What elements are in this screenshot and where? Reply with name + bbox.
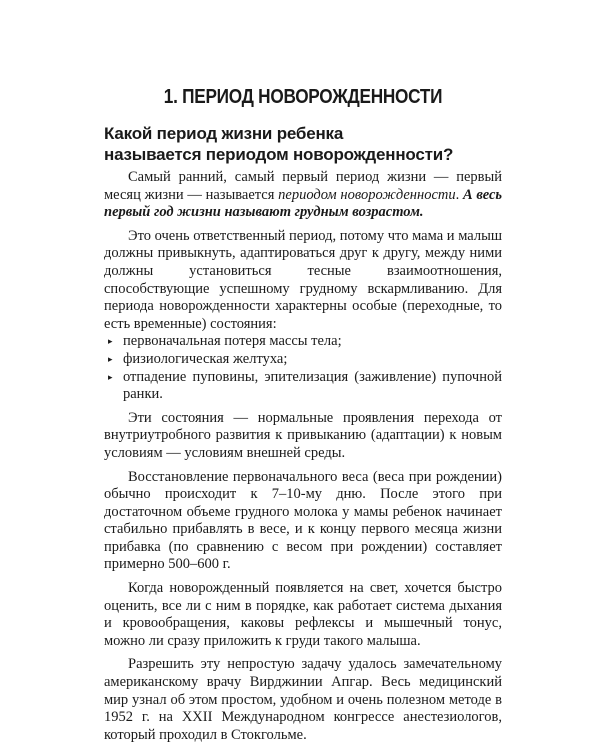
paragraph-1 — [104, 169, 502, 222]
body-text — [104, 169, 502, 744]
chapter-title: 1. ПЕРИОД НОВОРОЖДЕННОСТИ — [163, 86, 443, 108]
paragraph-1-text: Самый ранний, самый первый период жизни — первый месяц жизни — называется — [104, 169, 502, 203]
list-item-text: первоначальная потеря массы тела; — [123, 333, 342, 350]
section-heading-line-2: называется периодом новорожденности? — [104, 145, 454, 164]
emphasis-infancy: А весь первый год жизни называют грудным возрастом. — [104, 186, 503, 221]
transitional-states-list — [104, 333, 502, 403]
section-heading-line-1: Какой период жизни ребенка — [104, 124, 344, 143]
paragraph-5: Когда новорожденный появляется на свет, хочется быстро оценить, все ли с ним в порядке, как работает система дыхания и кровообращения, каковы рефлексы и мышечный тонус, можно ли сразу приложить к груди такого малыша. — [104, 580, 502, 649]
bullet-icon: ▸ — [108, 353, 113, 364]
paragraph-2: Это очень ответственный период, потому что мама и малыш должны привыкнуть, адаптироваться друг к другу, между ними должны установиться тесные взаимоотношения, способствующие успешному грудному вскармливанию. Для периода новорожденности характерны особые (переходные, то есть временные) состояния: — [104, 227, 502, 332]
list-item — [104, 351, 502, 369]
paragraph-6: Разрешить эту непростую задачу удалось замечательному американскому врачу Вирджинии Апгар. Весь медицинский мир узнал об этом простом, удобном и очень полезном методе в 1952 г. на XXII Международном конгрессе анестезиологов, который проходил в Стокгольме. — [104, 656, 502, 743]
list-item — [104, 333, 502, 351]
book-page — [104, 86, 502, 744]
list-item — [104, 369, 502, 404]
paragraph-3: Эти состояния — нормальные проявления перехода от внутриутробного развития к привыканию (адаптации) к новым условиям — условиям внешней среды. — [104, 409, 502, 461]
bullet-icon: ▸ — [108, 336, 113, 347]
list-item-text: физиологическая желтуха; — [123, 350, 288, 367]
bullet-icon: ▸ — [108, 371, 113, 382]
paragraph-4: Восстановление первоначального веса (веса при рождении) обычно происходит к 7–10-му дню. После этого при достаточном объеме грудного молока у мамы ребенок начинает стабильно прибавлять в весе, и к концу первого месяца жизни прибавка (по сравнению с весом при рождении) составляет примерно 500–600 г. — [104, 468, 502, 573]
list-item-text: отпадение пуповины, эпителизация (заживление) пупочной ранки. — [123, 368, 502, 403]
paragraph-1-punct: . — [455, 186, 463, 203]
section-heading — [104, 123, 502, 165]
term-newborn-period: периодом новорожденности — [278, 186, 456, 203]
